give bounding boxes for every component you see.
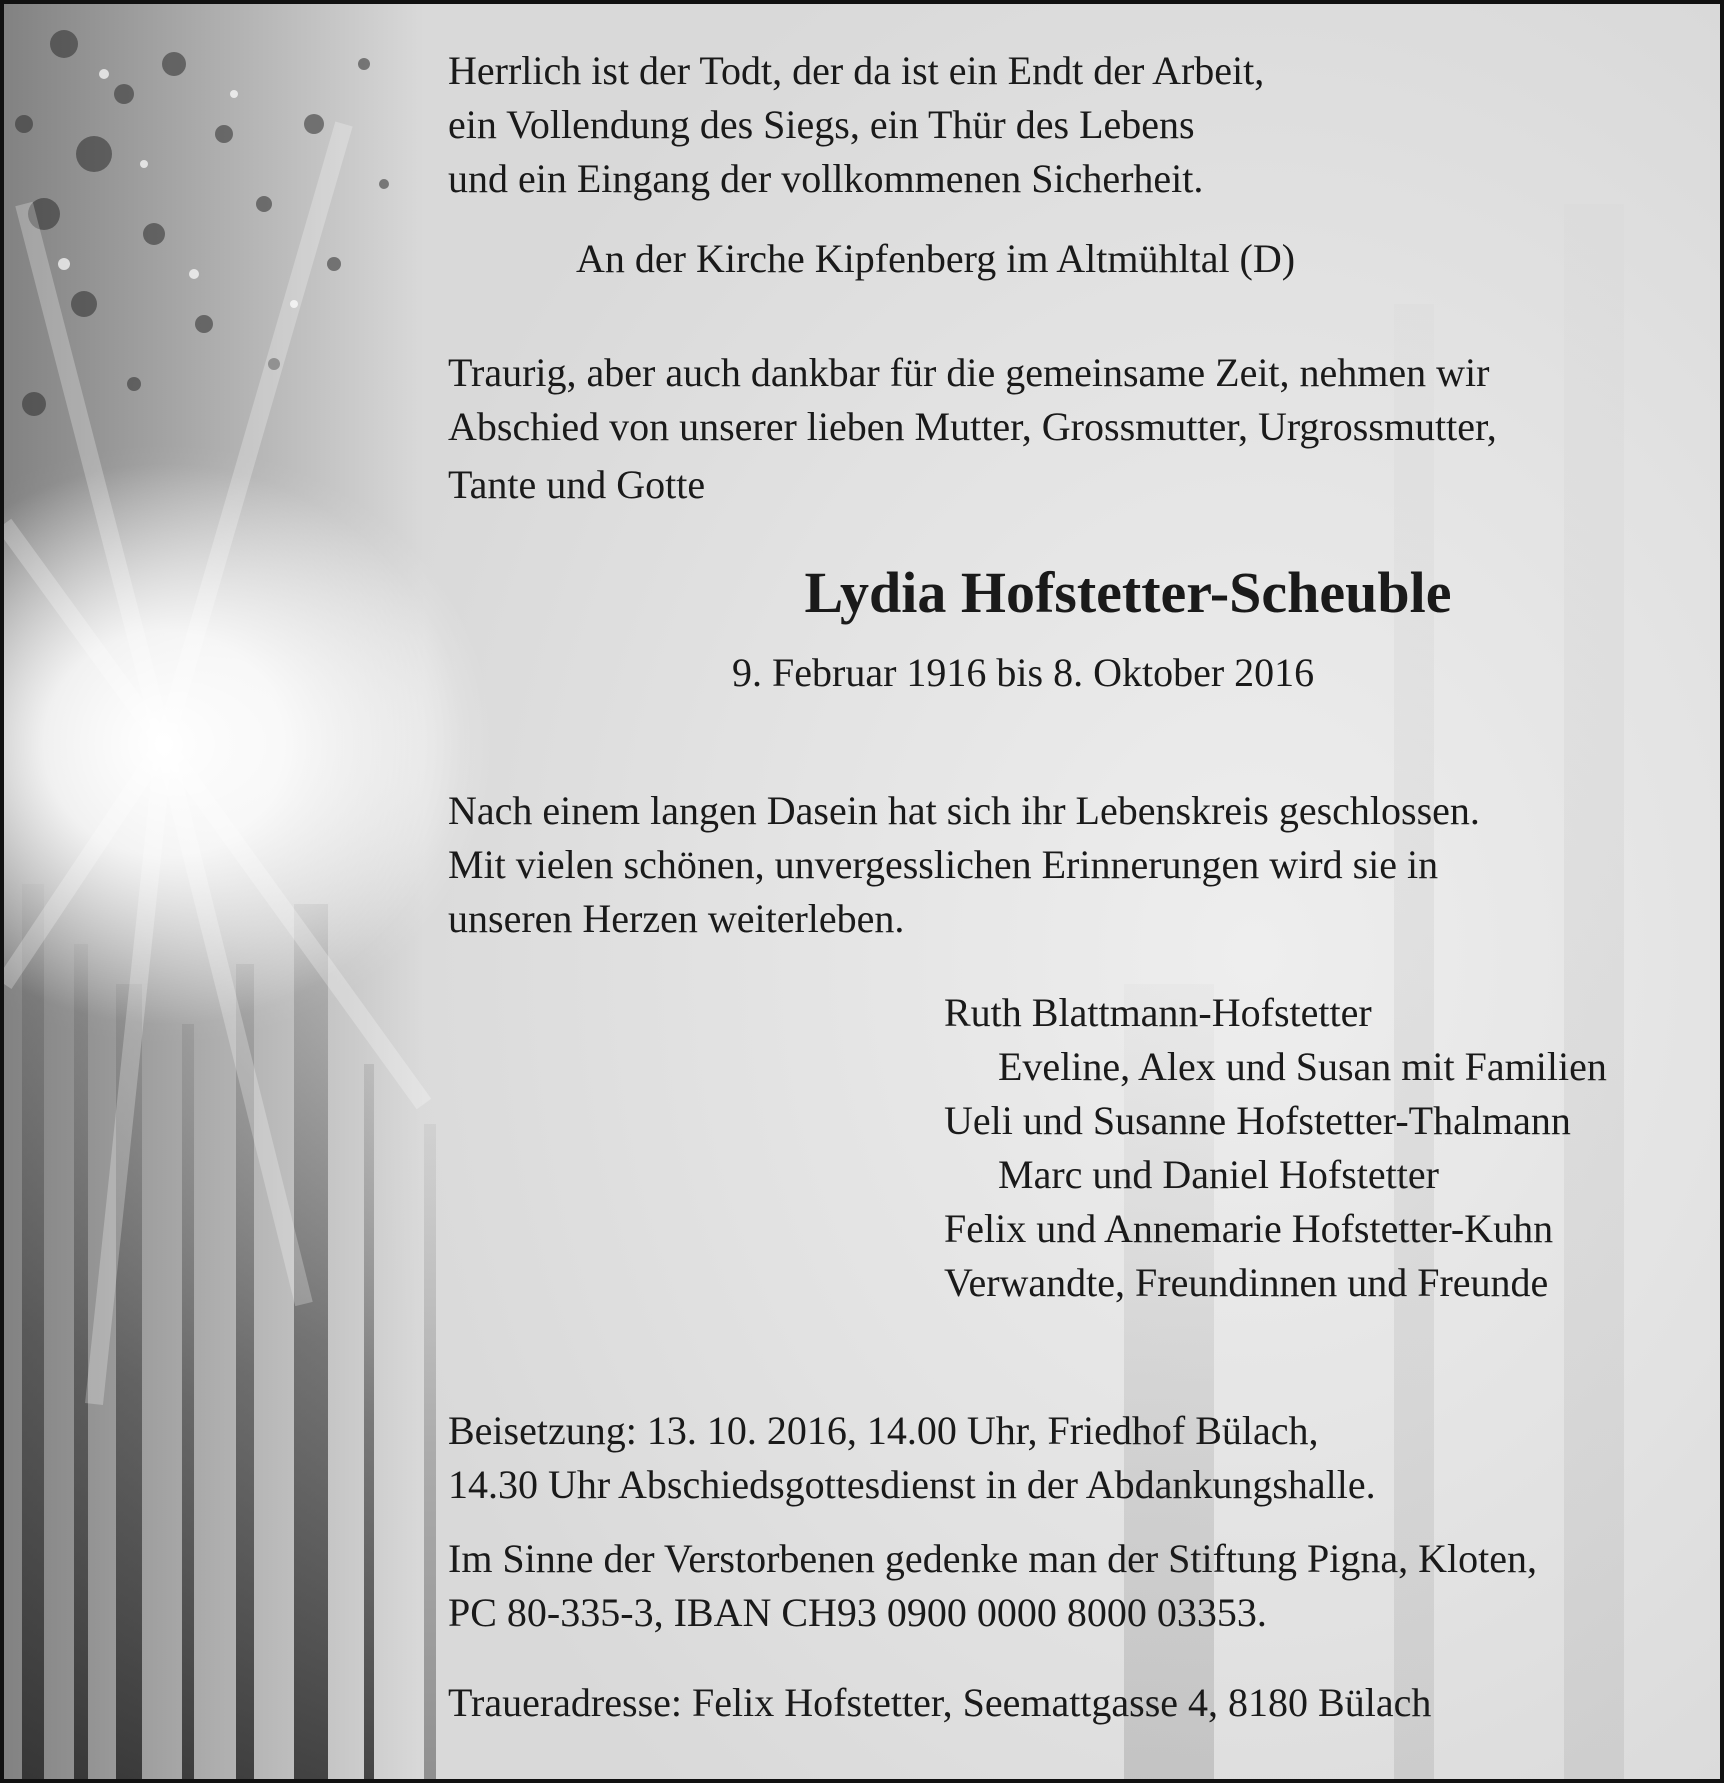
mourner-line: Felix und Annemarie Hofstetter-Kuhn: [944, 1206, 1554, 1251]
donation-info: [448, 1532, 1537, 1640]
intro-paragraph: [448, 346, 1497, 512]
address-line: Traueradresse: Felix Hofstetter, Seemattgasse 4, 8180 Bülach: [448, 1680, 1432, 1725]
mourner-line: Verwandte, Freundinnen und Freunde: [944, 1260, 1549, 1305]
quote-line: Herrlich ist der Todt, der da ist ein Endt der Arbeit,: [448, 48, 1265, 93]
memory-line: unseren Herzen weiterleben.: [448, 896, 905, 941]
funeral-service-info: [448, 1404, 1376, 1512]
mourner-line: Marc und Daniel Hofstetter: [998, 1152, 1439, 1197]
quote-source-text: An der Kirche Kipfenberg im Altmühltal (D): [576, 236, 1296, 281]
mourner-line: Ruth Blattmann-Hofstetter: [944, 990, 1372, 1035]
memory-paragraph: [448, 784, 1480, 946]
mourning-address: [448, 1676, 1431, 1730]
quote-line: ein Vollendung des Siegs, ein Thür des Lebens: [448, 102, 1195, 147]
mourner-line: Ueli und Susanne Hofstetter-Thalmann: [944, 1098, 1571, 1143]
quote-line: und ein Eingang der vollkommenen Sicherheit.: [448, 156, 1204, 201]
opening-quote: [448, 44, 1264, 206]
deceased-name: Lydia Hofstetter-Scheuble: [804, 560, 1452, 625]
donation-line: PC 80-335-3, IBAN CH93 0900 0000 8000 03353.: [448, 1590, 1267, 1635]
intro-line: Abschied von unserer lieben Mutter, Grossmutter, Urgrossmutter,: [448, 404, 1497, 449]
mourner-line: Eveline, Alex und Susan mit Familien: [998, 1044, 1607, 1089]
intro-line: Tante und Gotte: [448, 462, 706, 507]
donation-line: Im Sinne der Verstorbenen gedenke man der Stiftung Pigna, Kloten,: [448, 1536, 1538, 1581]
memory-line: Nach einem langen Dasein hat sich ihr Lebenskreis geschlossen.: [448, 788, 1480, 833]
life-dates: 9. Februar 1916 bis 8. Oktober 2016: [732, 650, 1315, 695]
intro-line: Traurig, aber auch dankbar für die gemeinsame Zeit, nehmen wir: [448, 350, 1490, 395]
mourners-list: [944, 986, 1607, 1310]
service-line: Beisetzung: 13. 10. 2016, 14.00 Uhr, Friedhof Bülach,: [448, 1408, 1319, 1453]
service-line: 14.30 Uhr Abschiedsgottesdienst in der Abdankungshalle.: [448, 1462, 1376, 1507]
quote-source: [576, 232, 1295, 286]
memory-line: Mit vielen schönen, unvergesslichen Erinnerungen wird sie in: [448, 842, 1439, 887]
